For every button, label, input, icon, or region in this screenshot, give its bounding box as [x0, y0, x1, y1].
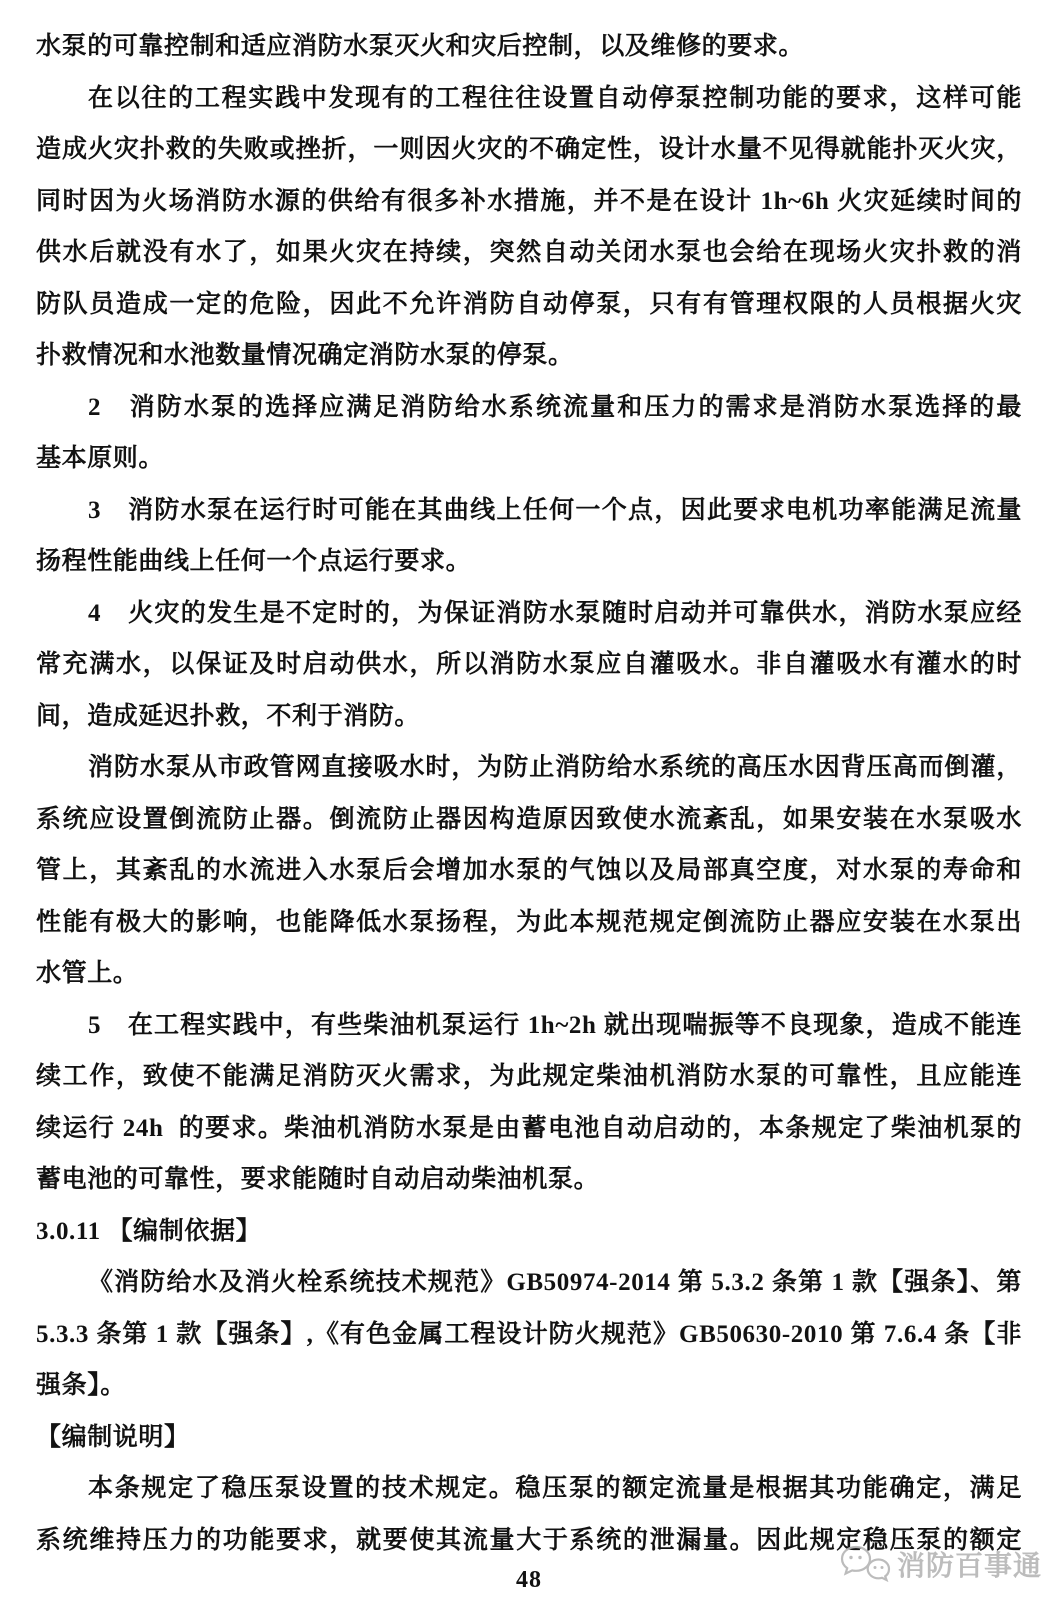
- text-line: 强条】。: [36, 1372, 126, 1399]
- text-line: 基本原则。: [36, 445, 165, 472]
- text-line: 4 火灾的发生是不定时的，为保证消防水泵随时启动并可靠供水，消防水泵应经: [88, 599, 1022, 627]
- page-footer: [0, 1567, 1058, 1594]
- text-line: 供水后就没有水了，如果火灾在持续，突然自动关闭水泵也会给在现场火灾扑救的消: [36, 239, 1022, 266]
- text-line: 蓄电池的可靠性，要求能随时自动启动柴油机泵。: [36, 1166, 600, 1193]
- text-line: 扬程性能曲线上任何一个点运行要求。: [36, 548, 472, 575]
- text-line: 防队员造成一定的危险，因此不允许消防自动停泵，只有有管理权限的人员根据火灾: [36, 290, 1022, 318]
- text-line: 系统维持压力的功能要求，就要使其流量大于系统的泄漏量。因此规定稳压泵的额定: [36, 1526, 1022, 1554]
- text-line: 水泵的可靠控制和适应消防水泵灭火和灾后控制，以及维修的要求。: [36, 33, 805, 60]
- text-line: 造成火灾扑救的失败或挫折，一则因火灾的不确定性，设计水量不见得就能扑灭火灾，: [36, 136, 1022, 163]
- text-line: 常充满水，以保证及时启动供水，所以消防水泵应自灌吸水。非自灌吸水有灌水的时: [36, 651, 1022, 678]
- text-line: 【编制说明】: [36, 1423, 190, 1451]
- text-line: 5 在工程实践中，有些柴油机泵运行 1h~2h 就出现喘振等不良现象，造成不能连: [88, 1011, 1022, 1039]
- watermark-brand: 消防百事通: [896, 1551, 1042, 1582]
- text-line: 在以往的工程实践中发现有的工程往往设置自动停泵控制功能的要求，这样可能: [88, 84, 1022, 112]
- text-line: 3.0.11 【编制依据】: [36, 1217, 262, 1245]
- text-line: 5.3.3 条第 1 款【强条】,《有色金属工程设计防火规范》GB50630-2010 第 7.6.4 条【非: [36, 1320, 1022, 1348]
- text-line: 续运行 24h 的要求。柴油机消防水泵是由蓄电池自动启动的，本条规定了柴油机泵的: [36, 1114, 1022, 1142]
- text-line: 同时因为火场消防水源的供给有很多补水措施，并不是在设计 1h~6h 火灾延续时间的: [36, 187, 1022, 215]
- text-line: 3 消防水泵在运行时可能在其曲线上任何一个点，因此要求电机功率能满足流量: [88, 496, 1022, 524]
- text-line: 性能有极大的影响，也能降低水泵扬程，为此本规范规定倒流防止器应安装在水泵出: [36, 908, 1022, 936]
- text-line: 消防水泵从市政管网直接吸水时，为防止消防给水系统的高压水因背压高而倒灌，: [88, 754, 1022, 781]
- text-line: 间，造成延迟扑救，不利于消防。: [36, 702, 421, 730]
- text-line: 扑救情况和水池数量情况确定消防水泵的停泵。: [36, 342, 574, 369]
- text-line: 本条规定了稳压泵设置的技术规定。稳压泵的额定流量是根据其功能确定，满足: [88, 1475, 1022, 1502]
- text-line: 续工作，致使不能满足消防灭火需求，为此规定柴油机消防水泵的可靠性，且应能连: [36, 1063, 1022, 1090]
- text-line: 《消防给水及消火栓系统技术规范》GB50974-2014 第 5.3.2 条第 1 款【强条】、第: [88, 1269, 1022, 1296]
- document-body: [36, 21, 1022, 1566]
- text-line: 系统应设置倒流防止器。倒流防止器因构造原因致使水流紊乱，如果安装在水泵吸水: [36, 805, 1022, 833]
- text-line: 2 消防水泵的选择应满足消防给水系统流量和压力的需求是消防水泵选择的最: [88, 393, 1022, 421]
- page-number: 48: [516, 1567, 542, 1593]
- text-line: 管上，其紊乱的水流进入水泵后会增加水泵的气蚀以及局部真空度，对水泵的寿命和: [36, 857, 1022, 884]
- text-line: 水管上。: [36, 960, 139, 987]
